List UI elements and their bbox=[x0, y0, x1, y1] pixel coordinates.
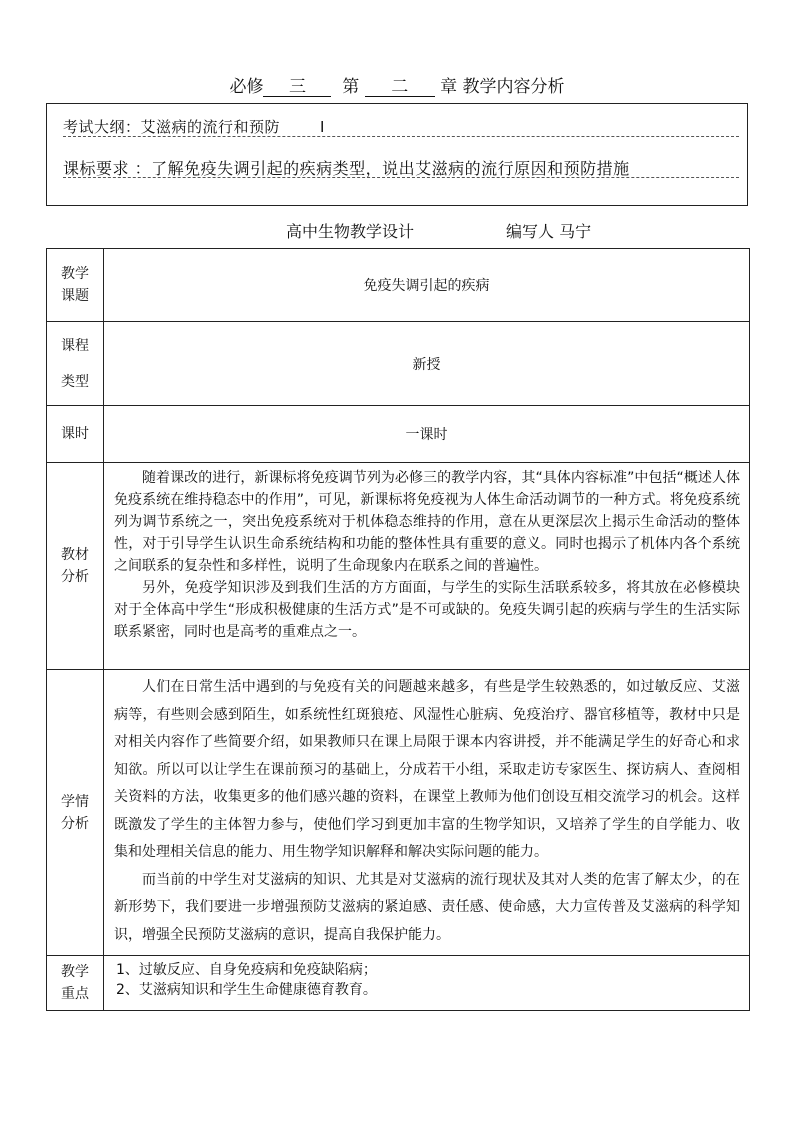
teaching-focus bbox=[104, 956, 750, 1011]
material-paragraph-1: 随着课改的进行，新课标将免疫调节列为必修三的教学内容，其“具体内容标准”中包括“概述人体免疫系统在维持稳态中的作用”，可见，新课标将免疫视为人体生命活动调节的一种方式。将免疫系统列为调节系统之一，突出免疫系统对于机体稳态维持的作用，意在从更深层次上揭示生命活动的整体性，对于引导学生认识生命系统结构和功能的整体性具有重要的意义。同时也揭示了机体内各个系统之间联系的复杂性和多样性，说明了生命现象内在联系之间的普遍性。 bbox=[114, 470, 740, 574]
topic-value: 免疫失调引起的疾病 bbox=[104, 249, 750, 322]
chapter-title bbox=[0, 72, 794, 97]
material-paragraph-2: 另外，免疫学知识涉及到我们生活的方方面面，与学生的实际生活联系较多，将其放在必修模块对于全体高中学生“形成积极健康的生活方式”是不可或缺的。免疫失调引起的疾病与学生的生活实际联系紧密，同时也是高考的重难点之一。 bbox=[114, 580, 740, 640]
row-topic bbox=[47, 249, 750, 322]
chapter-word: 第 bbox=[342, 77, 360, 97]
topic-label: 教学 课题 bbox=[47, 249, 104, 322]
chapter-number: 二 bbox=[365, 78, 435, 97]
type-label: 课程 类型 bbox=[47, 322, 104, 406]
focus-item: 2、艾滋病知识和学生生命健康德育教育。 bbox=[116, 982, 377, 998]
design-header bbox=[286, 219, 591, 242]
exam-outline-text: 考试大纲：艾滋病的流行和预防 bbox=[63, 118, 281, 136]
type-value: 新授 bbox=[104, 322, 750, 406]
row-type bbox=[47, 322, 750, 406]
students-label: 学情 分析 bbox=[47, 670, 104, 956]
material-analysis bbox=[104, 463, 750, 670]
exam-outline-line bbox=[63, 116, 739, 137]
students-paragraph-2: 而当前的中学生对艾滋病的知识、尤其是对艾滋病的流行现状及其对人类的危害了解太少，的在新形势下，我们要进一步增强预防艾滋病的紧迫感、责任感、使命感，大力宣传普及艾滋病的科学知识，增强全民预防艾滋病的意识，提高自我保护能力。 bbox=[114, 871, 740, 943]
title-prefix: 必修 bbox=[229, 77, 264, 97]
student-analysis bbox=[104, 670, 750, 956]
lesson-plan-table bbox=[46, 248, 750, 1011]
row-hours bbox=[47, 406, 750, 463]
row-material-analysis bbox=[47, 463, 750, 670]
focus-item: 1、过敏反应、自身免疫病和免疫缺陷病； bbox=[116, 962, 377, 978]
title-suffix: 章 教学内容分析 bbox=[440, 77, 565, 97]
curriculum-requirement: 课标要求 ：了解免疫失调引起的疾病类型，说出艾滋病的流行原因和预防措施 bbox=[63, 156, 739, 178]
hours-value: 一课时 bbox=[104, 406, 750, 463]
row-teaching-focus bbox=[47, 956, 750, 1011]
material-label: 教材 分析 bbox=[47, 463, 104, 670]
exam-outline-box bbox=[46, 103, 748, 206]
exam-level: Ⅰ bbox=[320, 118, 325, 136]
author: 编写人 马宁 bbox=[506, 222, 592, 241]
design-title: 高中生物教学设计 bbox=[286, 222, 415, 241]
students-paragraph-1: 人们在日常生活中遇到的与免疫有关的问题越来越多，有些是学生较熟悉的，如过敏反应、艾滋病等，有些则会感到陌生，如系统性红斑狼疮、风湿性心脏病、免疫治疗、器官移植等，教材中只是对相关内容作了些简要介绍，如果教师只在课上局限于课本内容讲授，并不能满足学生的好奇心和求知欲。所以可以让学生在课前预习的基础上，分成若干小组，采取走访专家医生、探访病人、查阅相关资料的方法，收集更多的他们感兴趣的资料，在课堂上教师为他们创设互相交流学习的机会。这样既激发了学生的主体智力参与，使他们学习到更加丰富的生物学知识，又培养了学生的自学能力、收集和处理相关信息的能力、用生物学知识解释和解决实际问题的能力。 bbox=[114, 679, 740, 860]
focus-label: 教学 重点 bbox=[47, 956, 104, 1011]
row-student-analysis bbox=[47, 670, 750, 956]
book-number: 三 bbox=[263, 78, 331, 97]
hours-label: 课时 bbox=[47, 406, 104, 463]
